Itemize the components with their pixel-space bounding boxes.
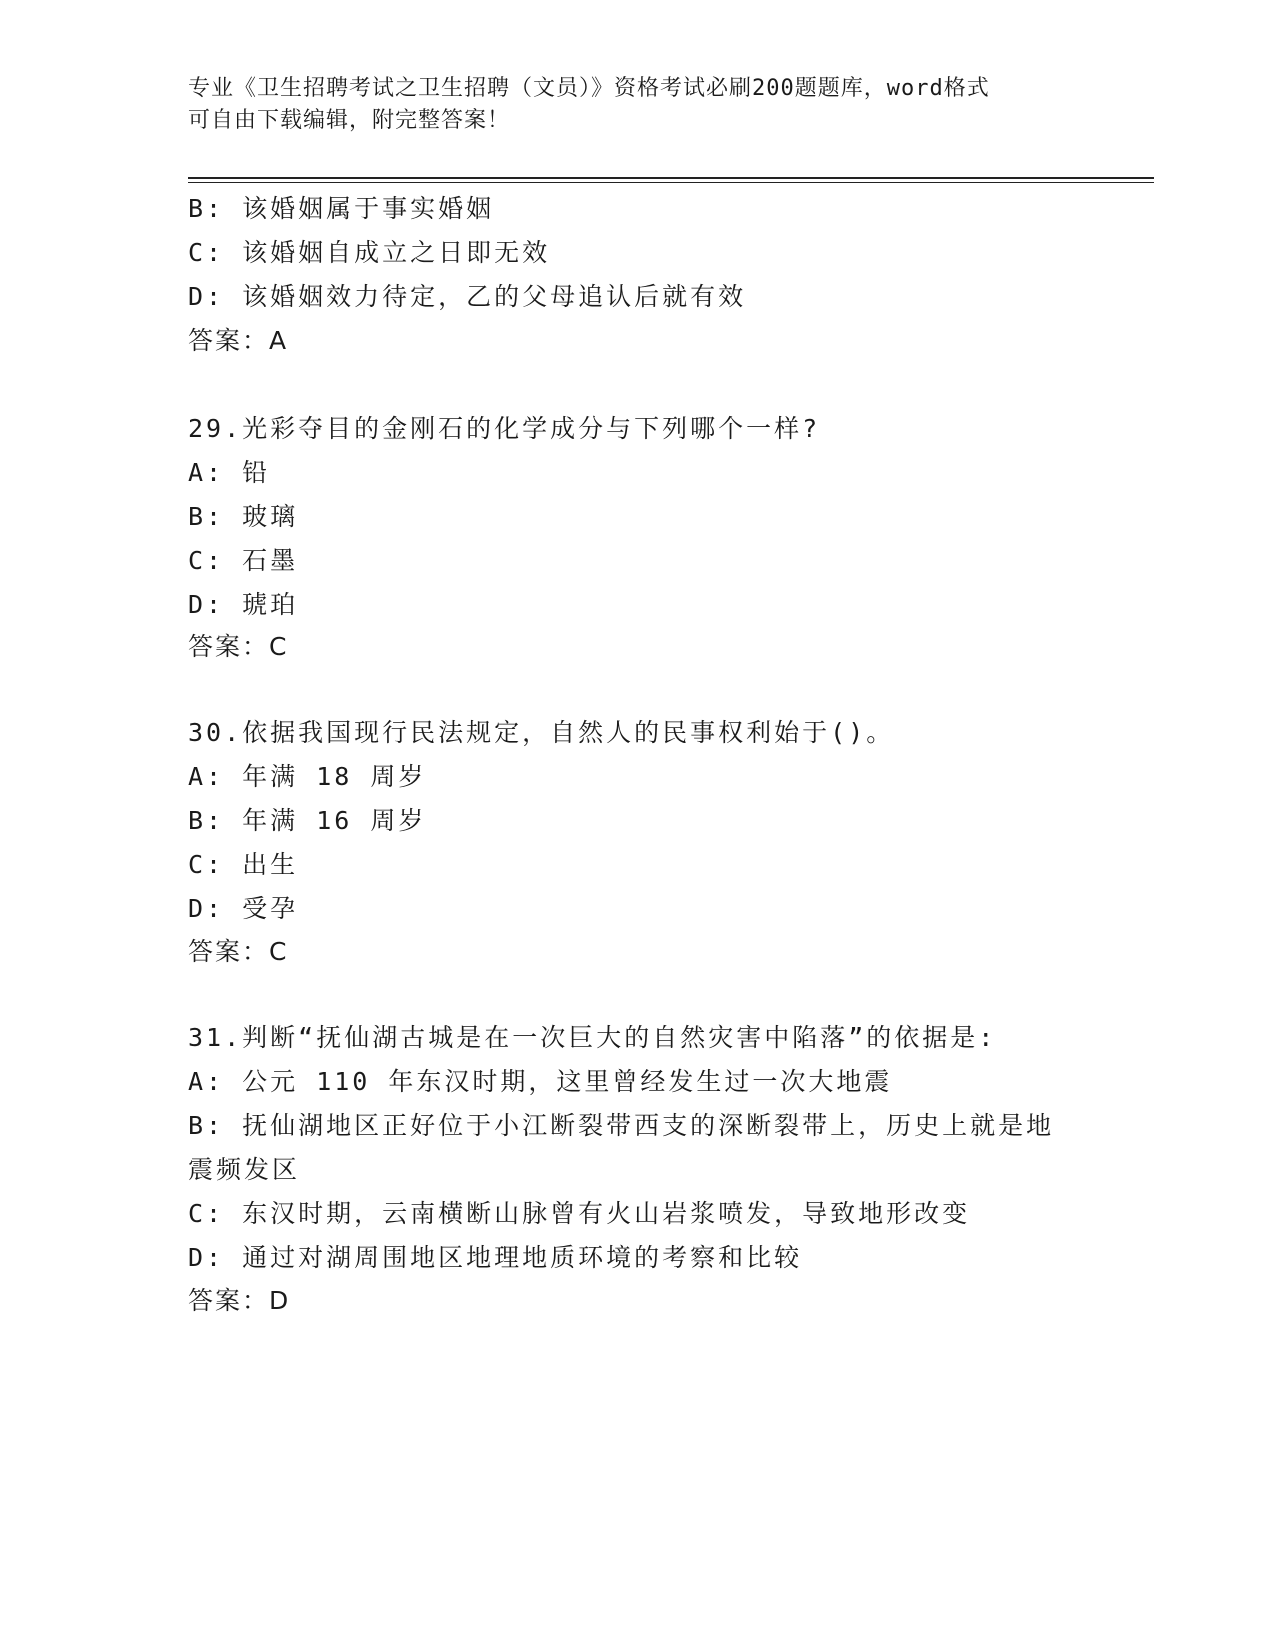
option-b-continued: 震频发区	[188, 1155, 301, 1184]
option-c: C: 石墨	[188, 546, 299, 575]
question-stem: 29.光彩夺目的金刚石的化学成分与下列哪个一样?	[188, 414, 821, 443]
option-a: A: 年满 18 周岁	[188, 762, 427, 791]
option-d: D: 受孕	[188, 894, 299, 923]
answer-label: 答案：D	[188, 1286, 291, 1315]
option-b: B: 年满 16 周岁	[188, 806, 427, 835]
header-divider-thin	[188, 182, 1154, 183]
option-b: B: 抚仙湖地区正好位于小江断裂带西支的深断裂带上，历史上就是地	[188, 1111, 1055, 1140]
header-divider-thick	[188, 177, 1154, 179]
header-line-2: 可自由下载编辑，附完整答案！	[188, 108, 511, 133]
answer-label: 答案：C	[188, 937, 289, 966]
option-c: C: 出生	[188, 850, 299, 879]
option-b: B: 该婚姻属于事实婚姻	[188, 194, 495, 223]
option-a: A: 铅	[188, 458, 271, 487]
option-b: B: 玻璃	[188, 502, 299, 531]
question-stem: 30.依据我国现行民法规定，自然人的民事权利始于()。	[188, 718, 895, 747]
option-d: D: 琥珀	[188, 590, 299, 619]
option-d: D: 通过对湖周围地区地理地质环境的考察和比较	[188, 1243, 803, 1272]
option-a: A: 公元 110 年东汉时期，这里曾经发生过一次大地震	[188, 1067, 893, 1096]
option-c: C: 该婚姻自成立之日即无效	[188, 238, 551, 267]
answer-label: 答案：A	[188, 326, 289, 355]
option-c: C: 东汉时期，云南横断山脉曾有火山岩浆喷发，导致地形改变	[188, 1199, 971, 1228]
question-stem: 31.判断“抚仙湖古城是在一次巨大的自然灾害中陷落”的依据是:	[188, 1023, 997, 1052]
document-header	[188, 73, 1088, 137]
option-d: D: 该婚姻效力待定，乙的父母追认后就有效	[188, 282, 747, 311]
answer-label: 答案：C	[188, 632, 289, 661]
header-line-1: 专业《卫生招聘考试之卫生招聘（文员）》资格考试必刷200题题库，word格式	[188, 76, 990, 101]
